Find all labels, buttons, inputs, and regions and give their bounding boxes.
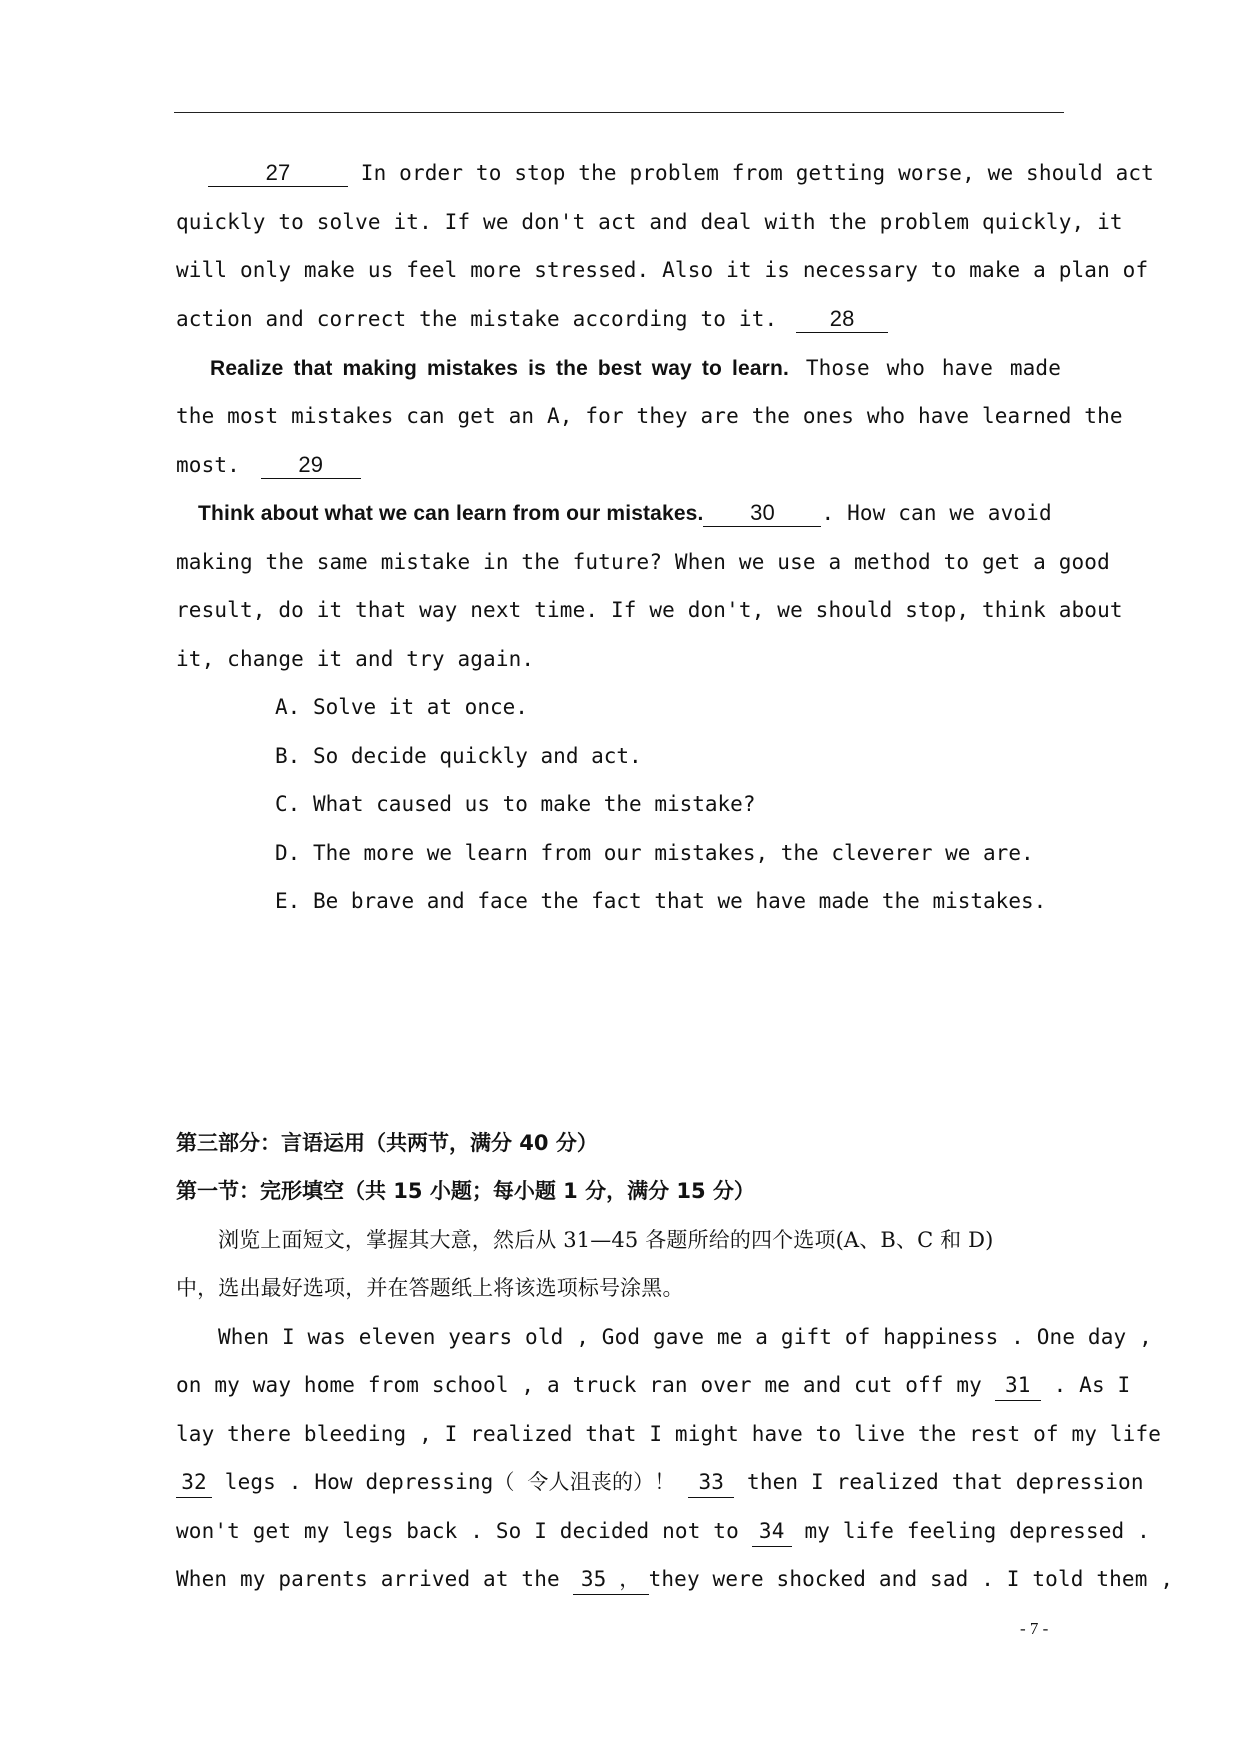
option-label: C.	[275, 792, 301, 816]
passage-line: result, do it that way next time. If we don't, we should stop, think about	[176, 598, 1123, 622]
section-title: 第一节：完形填空（共 15 小题；每小题 1 分，满分 15 分）	[176, 1179, 755, 1203]
option-e	[275, 886, 1046, 916]
option-text: What caused us to make the mistake?	[312, 792, 756, 816]
blank-35: 35 ，	[573, 1564, 649, 1595]
blank-31: 31	[995, 1370, 1041, 1401]
passage-line	[176, 158, 1154, 188]
cloze-text: won't get my legs back . So I decided not to	[176, 1519, 739, 1543]
header-rule	[174, 112, 1064, 113]
passage-text: most.	[176, 453, 240, 477]
passage-line: it, change it and try again.	[176, 647, 535, 671]
passage-line: the most mistakes can get an A, for they are the ones who have learned the	[176, 404, 1123, 428]
option-b	[275, 741, 642, 771]
cloze-line	[176, 1564, 1174, 1595]
option-label: D.	[275, 841, 301, 865]
blank-33: 33	[688, 1467, 734, 1498]
cloze-line: When I was eleven years old , God gave me a gift of happiness . One day ,	[218, 1325, 1152, 1349]
option-text: Solve it at once.	[312, 695, 528, 719]
passage-text: Those who have made	[805, 356, 1061, 380]
blank-28: 28	[796, 306, 888, 333]
option-d	[275, 838, 1034, 868]
blank-34: 34	[752, 1516, 792, 1547]
cloze-line	[176, 1370, 1131, 1401]
blank-32: 32	[176, 1467, 212, 1498]
cloze-text: my life feeling depressed .	[804, 1519, 1150, 1543]
paragraph-heading: Realize that making mistakes is the best way to learn.	[210, 357, 789, 380]
paragraph-heading: Think about what we can learn from our mistakes.	[198, 502, 704, 525]
cloze-text: they were shocked and sad . I told them ,	[648, 1567, 1174, 1591]
passage-text: . How can we avoid	[821, 501, 1052, 525]
cloze-line	[176, 1516, 1150, 1547]
option-label: B.	[275, 744, 301, 768]
option-text: The more we learn from our mistakes, the cleverer we are.	[312, 841, 1034, 865]
passage-line	[176, 353, 1061, 384]
page-number: - 7 -	[1020, 1619, 1049, 1638]
passage-line: quickly to solve it. If we don't act and deal with the problem quickly, it	[176, 210, 1123, 234]
blank-29: 29	[261, 452, 361, 479]
passage-text: action and correct the mistake according to it.	[176, 307, 778, 331]
option-label: E.	[275, 889, 301, 913]
cloze-text: then I realized that depression	[747, 1470, 1144, 1494]
instructions-line: 浏览上面短文，掌握其大意，然后从 31—45 各题所给的四个选项(A、B、C 和 D)	[218, 1228, 994, 1252]
blank-27: 27	[208, 160, 348, 187]
cloze-line: lay there bleeding , I realized that I might have to live the rest of my life	[176, 1422, 1162, 1446]
cloze-text: . As I	[1053, 1373, 1131, 1397]
blank-30: 30	[703, 500, 821, 527]
option-text: Be brave and face the fact that we have made the mistakes.	[312, 889, 1047, 913]
cloze-text: When my parents arrived at the	[176, 1567, 560, 1591]
passage-text: In order to stop the problem from getting worse, we should act	[360, 161, 1154, 185]
cloze-text: on my way home from school , a truck ran over me and cut off my	[176, 1373, 982, 1397]
part-title: 第三部分：言语运用（共两节，满分 40 分）	[176, 1131, 598, 1155]
instructions-line: 中，选出最好选项，并在答题纸上将该选项标号涂黑。	[176, 1276, 684, 1300]
passage-line: making the same mistake in the future? When we use a method to get a good	[176, 550, 1110, 574]
passage-line: will only make us feel more stressed. Also it is necessary to make a plan of	[176, 258, 1149, 282]
passage-line	[176, 450, 1061, 480]
option-label: A.	[275, 695, 301, 719]
passage-line	[176, 498, 1061, 529]
cloze-line	[176, 1467, 1144, 1498]
option-text: So decide quickly and act.	[312, 744, 642, 768]
option-a	[275, 692, 528, 722]
cloze-text: legs . How depressing（ 令人沮丧的）！	[224, 1470, 676, 1494]
passage-line	[176, 304, 1061, 334]
option-c	[275, 789, 755, 819]
